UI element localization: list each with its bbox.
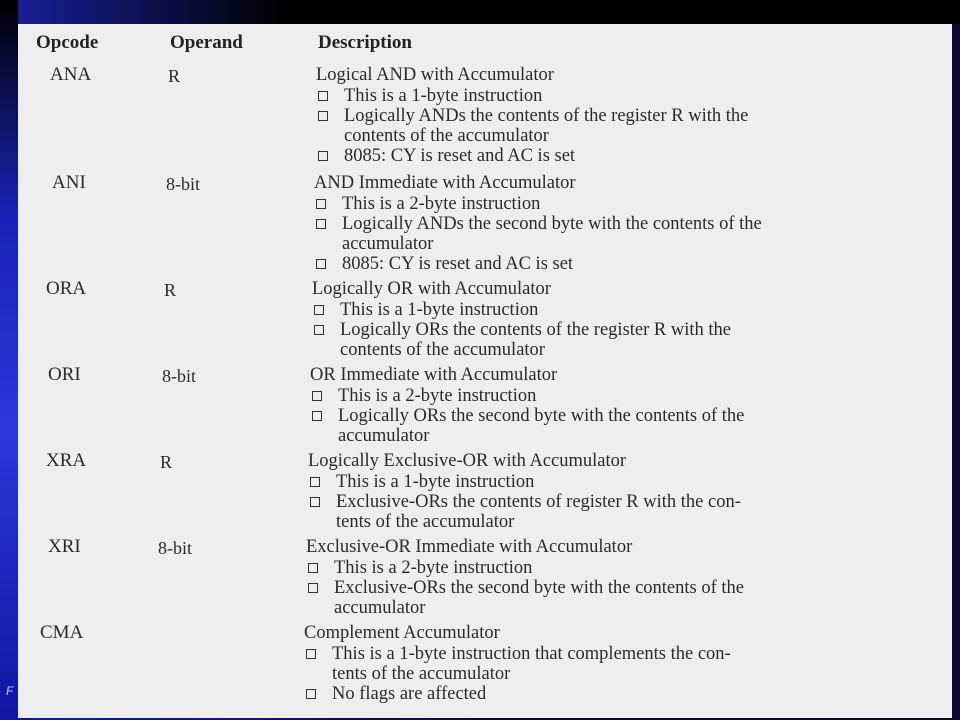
description-title: Logical AND with Accumulator [316, 65, 554, 85]
operand-cell: 8-bit [166, 174, 200, 194]
checkbox-square-icon [314, 305, 324, 315]
bullet-text-line: accumulator [342, 234, 434, 254]
description-cell [304, 623, 944, 704]
operand-cell: R [160, 452, 173, 472]
checkbox-square-icon [316, 199, 326, 209]
bullet-text-line: This is a 1-byte instruction that complements the con- [332, 644, 731, 664]
checkbox-square-icon [306, 649, 316, 659]
bullet-text-line: accumulator [334, 598, 426, 618]
description-bullet [304, 644, 944, 684]
checkbox-square-icon [308, 583, 318, 593]
bullet-text-line: Logically ORs the contents of the register R with the [340, 320, 731, 340]
bullet-text-line: This is a 2-byte instruction [342, 194, 541, 214]
bullet-text-line: contents of the accumulator [340, 340, 545, 360]
description-bullet [312, 320, 952, 360]
description-bullet [314, 194, 952, 214]
operand-cell: R [168, 66, 181, 86]
description-cell [314, 173, 952, 274]
description-cell [316, 65, 952, 166]
bullet-text-line: 8085: CY is reset and AC is set [344, 146, 576, 166]
bullet-text-line: tents of the accumulator [332, 664, 511, 684]
bullet-text-line: This is a 1-byte instruction [344, 86, 543, 106]
bullet-text-line: Exclusive-ORs the second byte with the contents of the [334, 578, 744, 598]
description-bullet [304, 684, 944, 704]
description-cell [310, 365, 950, 446]
bullet-text-line: This is a 1-byte instruction [340, 300, 539, 320]
description-bullet [310, 406, 950, 446]
description-title: Logically OR with Accumulator [312, 279, 551, 299]
header-description: Description [318, 32, 412, 53]
description-title: OR Immediate with Accumulator [310, 365, 558, 385]
description-bullet [310, 386, 950, 406]
opcode-cell: XRI [48, 536, 81, 557]
checkbox-square-icon [312, 411, 322, 421]
description-bullet [306, 578, 946, 618]
description-title: AND Immediate with Accumulator [314, 173, 576, 193]
checkbox-square-icon [310, 497, 320, 507]
checkbox-square-icon [316, 259, 326, 269]
bullet-text-line: This is a 2-byte instruction [334, 558, 533, 578]
checkbox-square-icon [310, 477, 320, 487]
bullet-text-line: Exclusive-ORs the contents of register R with the con- [336, 492, 741, 512]
opcode-cell: ORA [46, 278, 87, 299]
header-operand: Operand [170, 32, 243, 53]
description-bullet [314, 214, 952, 254]
bullet-text-line: tents of the accumulator [336, 512, 515, 532]
description-bullet [306, 558, 946, 578]
bullet-text-line: This is a 1-byte instruction [336, 472, 535, 492]
right-band [952, 24, 960, 720]
description-bullet [316, 106, 952, 146]
description-cell [306, 537, 946, 618]
operand-cell: 8-bit [162, 366, 196, 386]
description-title: Complement Accumulator [304, 623, 500, 643]
description-bullet [314, 254, 952, 274]
checkbox-square-icon [318, 111, 328, 121]
opcode-cell: ORI [48, 364, 81, 385]
bullet-text-line: Logically ANDs the contents of the register R with the [344, 106, 749, 126]
bullet-text-line: 8085: CY is reset and AC is set [342, 254, 574, 274]
description-bullet [308, 472, 948, 492]
description-cell [308, 451, 948, 532]
bullet-text-line: Logically ORs the second byte with the contents of the [338, 406, 745, 426]
opcode-cell: XRA [46, 450, 87, 471]
opcode-cell: ANA [50, 64, 92, 85]
instruction-table-document [18, 24, 952, 718]
bullet-text-line: accumulator [338, 426, 430, 446]
bullet-text-line: This is a 2-byte instruction [338, 386, 537, 406]
checkbox-square-icon [318, 91, 328, 101]
checkbox-square-icon [306, 689, 316, 699]
operand-cell: R [164, 280, 177, 300]
bullet-text-line: No flags are affected [332, 684, 487, 704]
left-band [0, 0, 18, 720]
checkbox-square-icon [316, 219, 326, 229]
description-bullet [316, 86, 952, 106]
checkbox-square-icon [318, 151, 328, 161]
footer-mark: F [6, 684, 14, 698]
description-cell [312, 279, 952, 360]
description-bullet [316, 146, 952, 166]
checkbox-square-icon [308, 563, 318, 573]
bullet-text-line: Logically ANDs the second byte with the contents of the [342, 214, 762, 234]
checkbox-square-icon [314, 325, 324, 335]
operand-cell: 8-bit [158, 538, 192, 558]
description-bullet [312, 300, 952, 320]
top-band [0, 0, 960, 24]
opcode-cell: CMA [40, 622, 84, 643]
description-title: Exclusive-OR Immediate with Accumulator [306, 537, 633, 557]
checkbox-square-icon [312, 391, 322, 401]
bullet-text-line: contents of the accumulator [344, 126, 549, 146]
description-bullet [308, 492, 948, 532]
header-opcode: Opcode [36, 32, 99, 53]
opcode-cell: ANI [52, 172, 86, 193]
description-title: Logically Exclusive-OR with Accumulator [308, 451, 627, 471]
